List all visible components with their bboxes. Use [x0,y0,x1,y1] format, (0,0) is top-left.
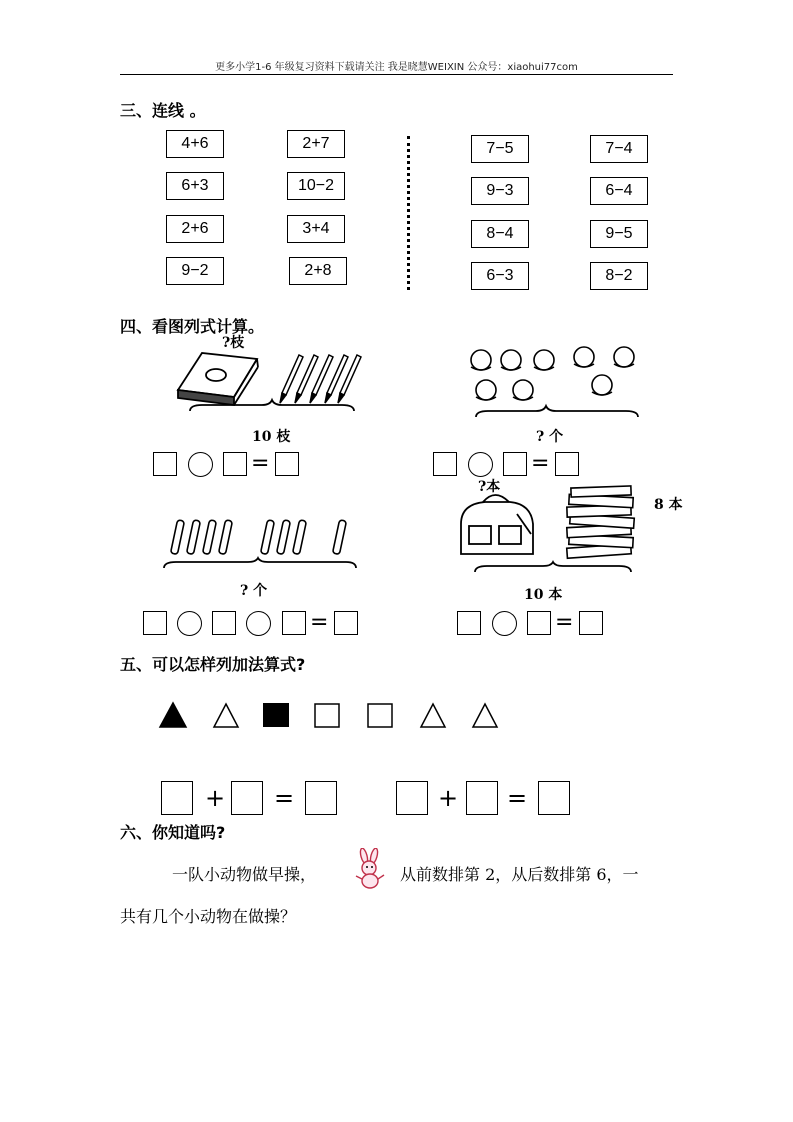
pencils-icon [280,355,361,403]
black-square-icon [263,703,289,727]
question-text-part1: 一队小动物做早操， [172,865,317,884]
white-triangle-icon [473,704,497,727]
brace-icon [164,558,356,568]
equals-sign: = [274,784,295,812]
answer-box[interactable] [275,452,299,476]
section4-title: 四、看图列式计算。 [120,317,265,336]
book-icon [178,353,258,405]
pen-icon [171,520,347,555]
expr-box[interactable]: 2+6 [166,215,224,243]
equals-sign: = [531,451,550,476]
expr-box[interactable]: 9−5 [590,220,648,248]
expr-box[interactable]: 9−2 [166,257,224,285]
white-square-icon [368,704,392,727]
expr-box[interactable]: 7−4 [590,135,648,163]
answer-box[interactable] [527,611,551,635]
black-triangle-icon [160,703,186,727]
pic3-bottom-label: ? 个 [240,583,268,599]
answer-box[interactable] [334,611,358,635]
equals-sign: = [251,451,270,476]
section5-title: 五、可以怎样列加法算式? [120,655,306,674]
equals-sign: = [310,610,329,635]
answer-box[interactable] [396,781,428,815]
dotted-divider [407,136,410,290]
section6-title: 六、你知道吗? [120,823,226,842]
pic2-bottom-label: ? 个 [536,429,564,445]
answer-box[interactable] [153,452,177,476]
peaches-illustration [466,345,646,420]
expr-box[interactable]: 6+3 [166,172,224,200]
operator-circle[interactable] [492,611,517,636]
pic1-bottom-label: 10 枝 [252,429,291,445]
pic4-bottom-label: 10 本 [524,587,563,603]
white-triangle-icon [421,704,445,727]
peach-icon [471,347,634,400]
rabbit-icon [350,848,390,890]
expr-box[interactable]: 6−3 [471,262,529,290]
brace-icon [476,406,638,417]
brace-icon [475,562,631,572]
expr-box[interactable]: 8−2 [590,262,648,290]
answer-box[interactable] [305,781,337,815]
pic4-side-label: 8 本 [654,497,683,513]
plus-sign: + [438,784,459,812]
equals-sign: = [555,610,574,635]
answer-box[interactable] [161,781,193,815]
answer-box[interactable] [143,611,167,635]
expr-box[interactable]: 6−4 [590,177,648,205]
schoolbag-icon [461,495,533,554]
question-text-part2: 从前数排第 2，从后数排第 6，一 [400,865,639,884]
pens-illustration [160,512,360,574]
answer-box[interactable] [433,452,457,476]
expr-box[interactable]: 2+8 [289,257,347,285]
answer-box[interactable] [282,611,306,635]
answer-box[interactable] [212,611,236,635]
expr-box[interactable]: 10−2 [287,172,345,200]
pic4-top-label: ?本 [478,479,501,495]
question-text-line2: 共有几个小动物在做操？ [120,907,297,926]
operator-circle[interactable] [246,611,271,636]
equals-sign: = [507,784,528,812]
shapes-row [155,700,505,732]
expr-box[interactable]: 9−3 [471,177,529,205]
answer-box[interactable] [231,781,263,815]
operator-circle[interactable] [177,611,202,636]
answer-box[interactable] [555,452,579,476]
book-pencils-illustration [172,345,367,415]
books-stack-icon [567,486,635,558]
operator-circle[interactable] [188,452,213,477]
plus-sign: + [205,784,226,812]
operator-circle[interactable] [468,452,493,477]
answer-box[interactable] [466,781,498,815]
page-header: 更多小学1-6 年级复习资料下载请关注 我是晓慧WEIXIN 公众号：xiaohui77com [215,62,578,73]
answer-box[interactable] [538,781,570,815]
expr-box[interactable]: 8−4 [471,220,529,248]
section3-title: 三、连线 。 [120,101,206,120]
expr-box[interactable]: 4+6 [166,130,224,158]
white-triangle-icon [214,704,238,727]
white-square-icon [315,704,339,727]
expr-box[interactable]: 3+4 [287,215,345,243]
expr-box[interactable]: 2+7 [287,130,345,158]
answer-box[interactable] [223,452,247,476]
answer-box[interactable] [503,452,527,476]
expr-box[interactable]: 7−5 [471,135,529,163]
answer-box[interactable] [457,611,481,635]
bag-books-illustration [455,484,650,576]
answer-box[interactable] [579,611,603,635]
header-divider [120,74,673,75]
pic1-top-label: ?枝 [222,335,245,351]
